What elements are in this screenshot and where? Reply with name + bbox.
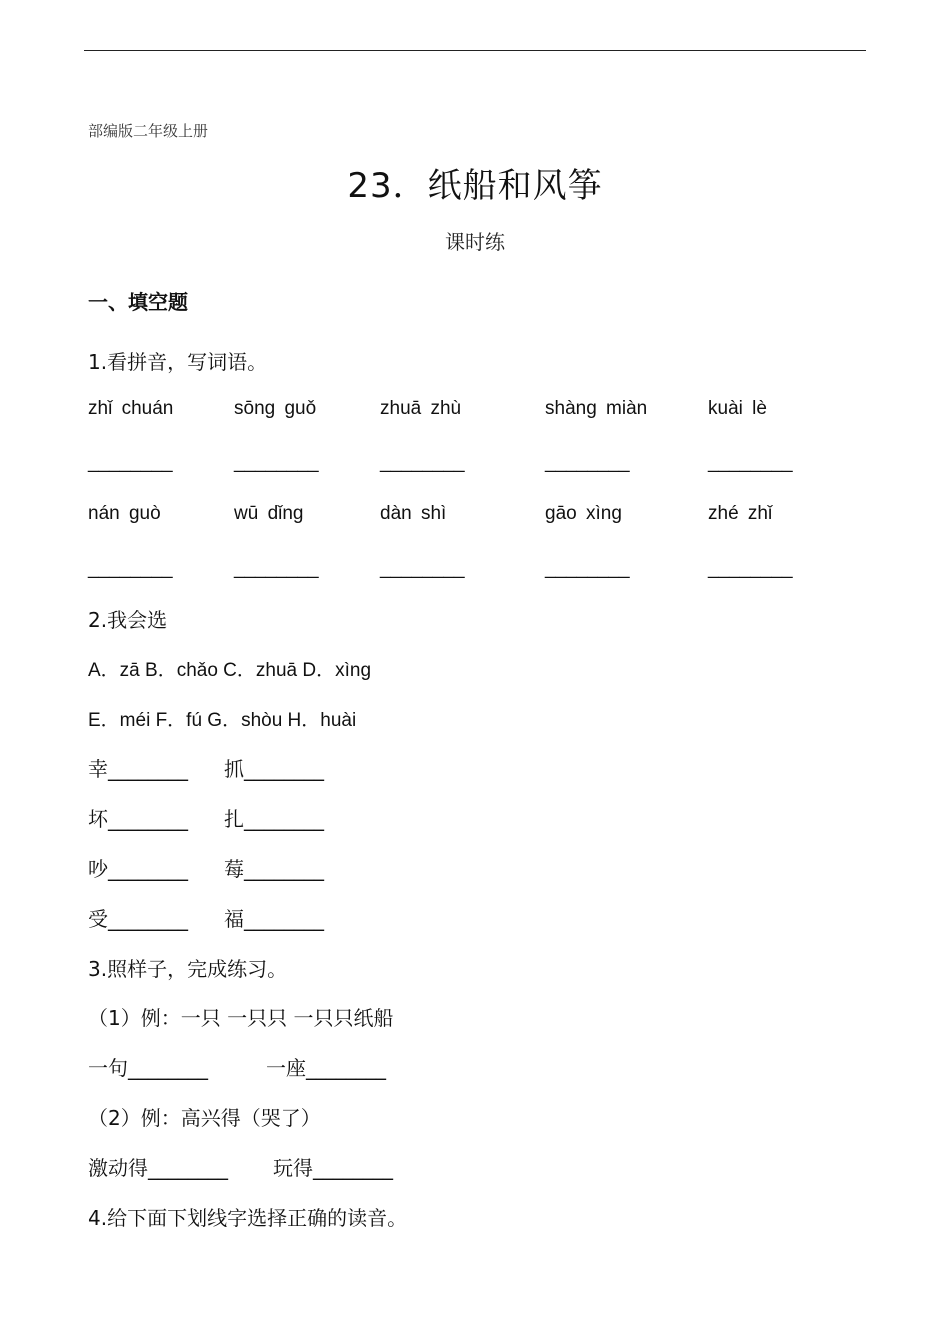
answer-blank[interactable]: ________ bbox=[234, 452, 319, 473]
pinyin-word: kuài lè bbox=[708, 398, 767, 419]
answer-blank[interactable]: ________ bbox=[234, 558, 319, 579]
char-answer[interactable]: 吵________ bbox=[88, 857, 188, 881]
pinyin-word: wū dǐng bbox=[234, 503, 304, 524]
question-3-prompt: 3.照样子，完成练习。 bbox=[88, 957, 288, 981]
section-heading: 一、填空题 bbox=[88, 290, 188, 314]
fill-answer[interactable]: 玩得________ bbox=[273, 1156, 393, 1180]
char-answer[interactable]: 受________ bbox=[88, 907, 188, 931]
edition-label: 部编版二年级上册 bbox=[88, 122, 209, 140]
answer-blank[interactable]: ________ bbox=[88, 558, 173, 579]
answer-blank[interactable]: ________ bbox=[380, 558, 465, 579]
pinyin-word: nán guò bbox=[88, 503, 161, 524]
fill-answer[interactable]: 激动得________ bbox=[88, 1156, 228, 1180]
answer-blank[interactable]: ________ bbox=[545, 452, 630, 473]
answer-blank[interactable]: ________ bbox=[88, 452, 173, 473]
pinyin-word: dàn shì bbox=[380, 503, 447, 524]
answer-blank[interactable]: ________ bbox=[545, 558, 630, 579]
question-1-prompt: 1.看拼音，写词语。 bbox=[88, 350, 268, 374]
options-line: A．zā B．chǎo C．zhuā D．xìng bbox=[88, 660, 372, 681]
char-answer[interactable]: 坏________ bbox=[88, 807, 188, 831]
answer-blank[interactable]: ________ bbox=[708, 558, 793, 579]
example-2: （2）例：高兴得（哭了） bbox=[88, 1106, 321, 1130]
page-title: 23．纸船和风筝 bbox=[347, 166, 603, 206]
char-answer[interactable]: 福________ bbox=[224, 907, 324, 931]
question-2-prompt: 2.我会选 bbox=[88, 608, 168, 632]
header-rule bbox=[84, 50, 866, 51]
char-answer[interactable]: 莓________ bbox=[224, 857, 324, 881]
pinyin-word: sōng guǒ bbox=[234, 398, 317, 419]
pinyin-word: zhuā zhù bbox=[380, 398, 462, 419]
char-answer[interactable]: 幸________ bbox=[88, 757, 188, 781]
pinyin-word: zhé zhǐ bbox=[708, 503, 773, 524]
answer-blank[interactable]: ________ bbox=[380, 452, 465, 473]
pinyin-word: zhǐ chuán bbox=[88, 398, 174, 419]
options-line: E．méi F．fú G．shòu H．huài bbox=[88, 710, 357, 731]
example-1: （1）例：一只 一只只 一只只纸船 bbox=[88, 1006, 394, 1030]
fill-answer[interactable]: 一句________ bbox=[88, 1056, 208, 1080]
question-4-prompt: 4.给下面下划线字选择正确的读音。 bbox=[88, 1206, 408, 1230]
char-answer[interactable]: 扎________ bbox=[224, 807, 324, 831]
char-answer[interactable]: 抓________ bbox=[224, 757, 324, 781]
page-subtitle: 课时练 bbox=[445, 230, 505, 254]
pinyin-word: shàng miàn bbox=[545, 398, 648, 419]
answer-blank[interactable]: ________ bbox=[708, 452, 793, 473]
fill-answer[interactable]: 一座________ bbox=[266, 1056, 386, 1080]
pinyin-word: gāo xìng bbox=[545, 503, 622, 524]
